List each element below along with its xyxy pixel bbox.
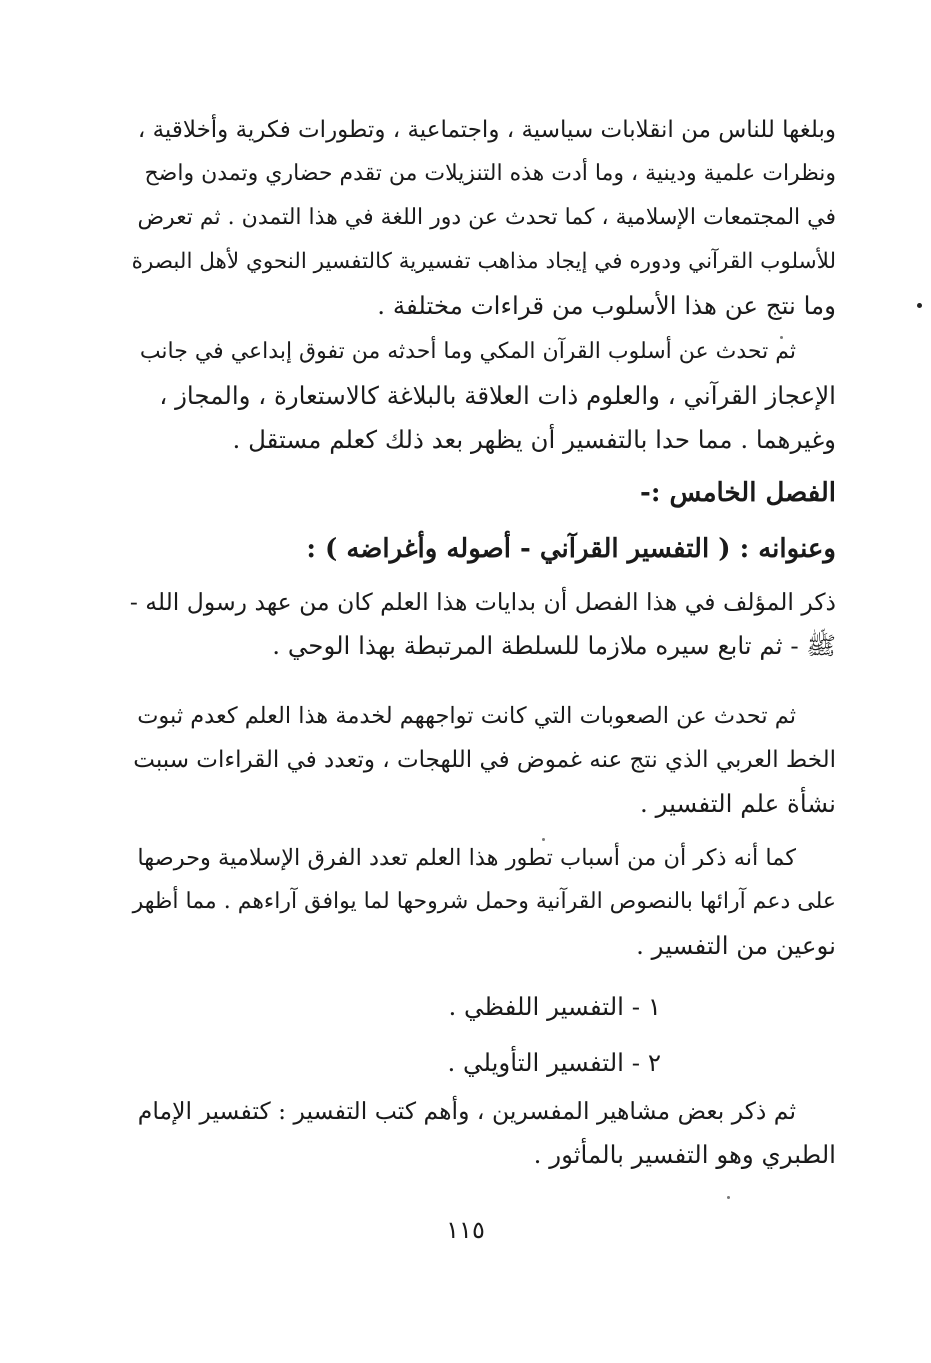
paragraph-4: [130, 694, 836, 826]
text-line: في المجتمعات الإسلامية ، كما تحدث عن دور اللغة في هذا التمدن . ثم تعرض: [137, 205, 836, 230]
list-item: ١ - التفسير اللفظي .: [448, 992, 661, 1021]
paragraph-5: [130, 836, 836, 968]
text-line: الطبري وهو التفسير بالمأثور .: [533, 1140, 836, 1169]
scan-speck: [727, 1196, 730, 1199]
text-line: ﷺ - ثم تابع سيره ملازما للسلطة المرتبطة بهذا الوحي .: [272, 631, 836, 660]
margin-dot: [917, 303, 922, 308]
text-line: وبلغها للناس من انقلابات سياسية ، واجتماعية ، وتطورات فكرية وأخلاقية ،: [137, 117, 836, 143]
text-line: كما أنه ذكر أن من أسباب تطور هذا العلم تعدد الفرق الإسلامية وحرصها: [137, 845, 796, 871]
heading-text: الفصل الخامس :-: [640, 478, 836, 508]
text-line: الإعجاز القرآني ، والعلوم ذات العلاقة بالبلاغة كالاستعارة ، والمجاز ،: [159, 381, 836, 410]
text-line: ذكر المؤلف في هذا الفصل أن بدايات هذا العلم كان من عهد رسول الله -: [129, 588, 836, 616]
paragraph-1: [130, 108, 836, 328]
text-line: وما نتج عن هذا الأسلوب من قراءات مختلفة .: [377, 291, 836, 320]
text-line: نشأة علم التفسير .: [640, 789, 836, 818]
text-line: ثم تحدث عن الصعوبات التي كانت تواجههم لخدمة هذا العلم كعدم ثبوت: [137, 703, 796, 729]
text-line: وغيرهما . مما حدا بالتفسير أن يظهر بعد ذلك كعلم مستقل .: [232, 425, 836, 454]
paragraph-6: [130, 1089, 836, 1177]
paragraph-2: [130, 330, 836, 462]
text-line: للأسلوب القرآني ودوره في إيجاد مذاهب تفسيرية كالتفسير النحوي لأهل البصرة: [131, 249, 836, 274]
text-line: ونظرات علمية ودينية ، وما أدت هذه التنزيلات من تقدم حضاري وتمدن واضح: [144, 161, 836, 186]
text-line: ثم تحدث عن أسلوب القرآن المكي وما أحدثه من تفوق إبداعي في جانب: [139, 339, 796, 364]
list-item: ٢ - التفسير التأويلي .: [447, 1048, 661, 1077]
chapter-heading: [130, 471, 836, 515]
page-number: ١١٥: [446, 1216, 485, 1244]
text-line: الخط العربي الذي نتج عنه غموض في اللهجات ، وتعدد في القراءات سببت: [133, 747, 836, 773]
text-line: على دعم آرائها بالنصوص القرآنية وحمل شروحها لما يوافق آراءهم . مما أظهر: [132, 889, 836, 914]
heading-text: وعنوانه : ( التفسير القرآني - أصوله وأغراضه ) :: [306, 534, 836, 564]
paragraph-3: [130, 580, 836, 668]
chapter-title: [130, 527, 836, 571]
text-line: نوعين من التفسير .: [636, 931, 836, 960]
numbered-list: [130, 979, 836, 1091]
text-line: ثم ذكر بعض مشاهير المفسرين ، وأهم كتب التفسير : كتفسير الإمام: [137, 1097, 796, 1125]
